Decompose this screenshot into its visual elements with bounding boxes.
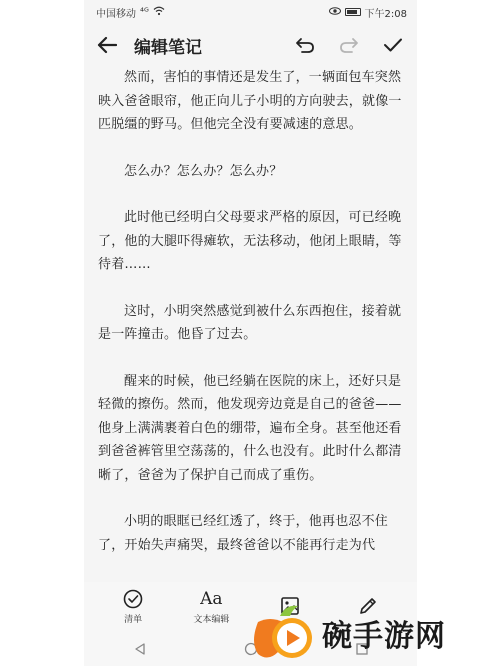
note-paragraph[interactable]: 此时他已经明白父母要求严格的原因，可已经晚了，他的大腿吓得瘫软，无法移动，他闭上眼睛，等待着…… (98, 210, 402, 272)
undo-button[interactable] (293, 33, 317, 57)
note-paragraph[interactable]: 然而，害怕的事情还是发生了，一辆面包车突然映入爸爸眼帘，他正向儿子小明的方向驶去，就像一匹脱缰的野马。但他完全没有要减速的意思。 (98, 70, 402, 132)
back-button[interactable] (96, 34, 118, 56)
wifi-icon (153, 6, 165, 19)
text-edit-button[interactable] (183, 589, 239, 625)
triangle-back-icon (133, 642, 147, 656)
note-paragraph[interactable]: 这时，小明突然感觉到被什么东西抱住，接着就是一阵撞击。他昏了过去。 (98, 303, 402, 342)
status-bar (84, 0, 417, 24)
status-right (329, 5, 407, 20)
nav-back-button[interactable] (125, 637, 155, 661)
status-left (96, 5, 165, 20)
checklist-button[interactable] (105, 589, 161, 625)
check-icon (383, 37, 403, 53)
redo-icon (339, 37, 359, 53)
note-paragraph[interactable]: 小明的眼眶已经红透了，终于，他再也忍不住了，开始失声痛哭，最终爸爸以不能再行走为代 (98, 514, 389, 553)
note-paragraph[interactable]: 醒来的时候，他已经躺在医院的床上，还好只是轻微的擦伤。然而，他发现旁边竟是自己的爸爸——他身上满满裹着白色的绷带，遍布全身。甚至他还看到爸爸裤管里空荡荡的，什么也没有。此时什么都清晰了，爸爸为了保护自己而成了重伤。 (98, 373, 402, 483)
check-circle-icon (123, 589, 143, 609)
note-paragraph[interactable]: 怎么办？怎么办？怎么办？ (124, 163, 283, 179)
phone-screen (84, 0, 417, 666)
clock-label: 下午2:08 (364, 8, 407, 20)
signal-icon: ⁴ᴳ (140, 6, 149, 18)
watermark (250, 600, 500, 666)
text-format-icon: Aa (200, 589, 223, 609)
eye-icon (329, 7, 341, 18)
arrow-left-icon (97, 36, 117, 54)
battery-icon (345, 8, 361, 16)
redo-button[interactable] (337, 33, 361, 57)
app-bar (84, 24, 417, 66)
text-edit-label: 文本编辑 (193, 615, 230, 625)
watermark-logo-icon (250, 602, 316, 664)
note-editor[interactable] (84, 66, 417, 584)
undo-icon (295, 37, 315, 53)
watermark-text: 碗手游网 (322, 619, 446, 654)
confirm-button[interactable] (381, 33, 405, 57)
page-title: 编辑笔记 (134, 37, 202, 58)
checklist-label: 清单 (124, 615, 143, 625)
app-actions (293, 33, 405, 57)
carrier-label: 中国移动 (96, 8, 136, 20)
